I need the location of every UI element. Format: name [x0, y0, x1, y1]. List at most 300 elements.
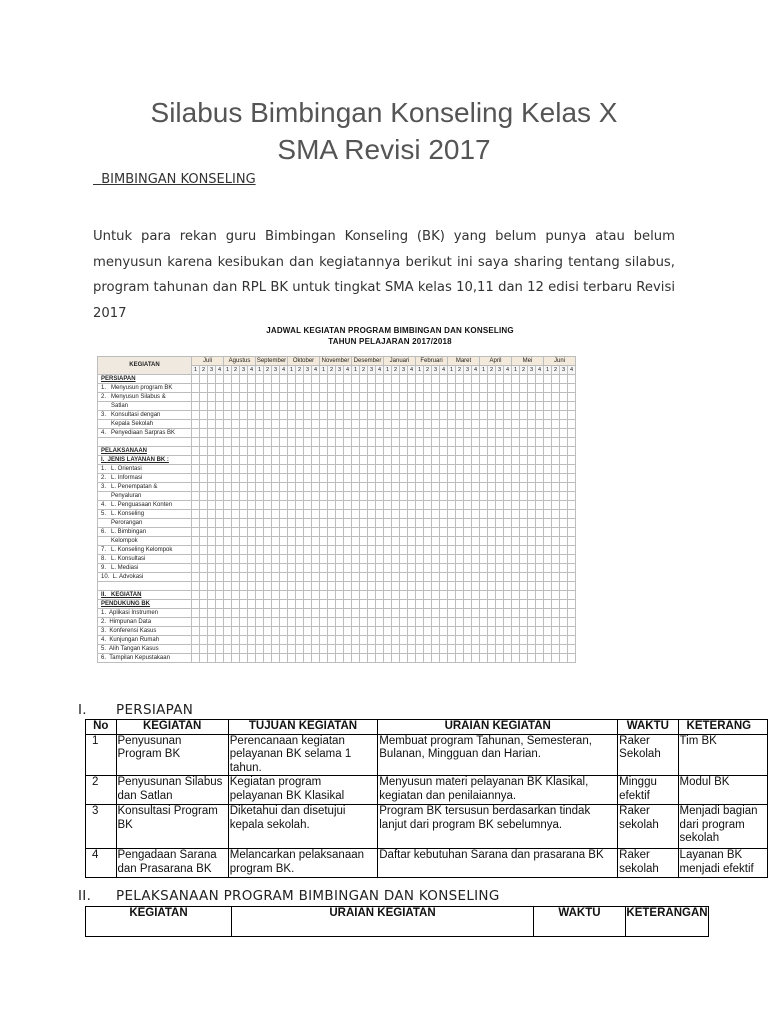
schedule-cell [424, 591, 432, 600]
schedule-row [98, 654, 576, 663]
schedule-cell [224, 537, 232, 546]
schedule-cell [480, 393, 488, 402]
schedule-cell [528, 564, 536, 573]
schedule-cell [392, 528, 400, 537]
schedule-cell [504, 474, 512, 483]
col-header-tujuan: TUJUAN KEGIATAN [228, 720, 378, 735]
schedule-cell [520, 528, 528, 537]
schedule-cell [520, 393, 528, 402]
schedule-table [97, 356, 576, 663]
schedule-cell [296, 546, 304, 555]
schedule-cell [464, 645, 472, 654]
schedule-cell [416, 546, 424, 555]
schedule-cell [288, 393, 296, 402]
schedule-cell [504, 483, 512, 492]
schedule-cell [192, 528, 200, 537]
schedule-cell [272, 420, 280, 429]
schedule-cell [472, 591, 480, 600]
schedule-cell [520, 384, 528, 393]
schedule-cell [504, 627, 512, 636]
schedule-cell [192, 609, 200, 618]
schedule-cell [280, 591, 288, 600]
schedule-cell [296, 645, 304, 654]
schedule-cell [368, 519, 376, 528]
schedule-cell [456, 492, 464, 501]
schedule-cell [456, 609, 464, 618]
schedule-cell [352, 411, 360, 420]
schedule-cell [376, 492, 384, 501]
schedule-cell [464, 375, 472, 384]
schedule-cell [336, 636, 344, 645]
schedule-cell [392, 375, 400, 384]
schedule-cell [392, 438, 400, 447]
schedule-cell [528, 474, 536, 483]
schedule-cell [208, 537, 216, 546]
schedule-cell [304, 636, 312, 645]
schedule-cell [264, 582, 272, 591]
schedule-activity-label: 1. L. Orientasi [98, 465, 192, 474]
schedule-cell [200, 591, 208, 600]
schedule-cell [224, 456, 232, 465]
schedule-cell [440, 420, 448, 429]
schedule-cell [440, 627, 448, 636]
schedule-cell [512, 645, 520, 654]
schedule-cell [512, 384, 520, 393]
schedule-cell [528, 465, 536, 474]
schedule-week-number: 3 [432, 366, 440, 375]
schedule-cell [544, 546, 552, 555]
schedule-cell [416, 591, 424, 600]
schedule-cell [288, 465, 296, 474]
schedule-cell [512, 501, 520, 510]
schedule-cell [360, 573, 368, 582]
schedule-cell [368, 537, 376, 546]
schedule-cell [424, 546, 432, 555]
schedule-cell [384, 537, 392, 546]
schedule-cell [536, 645, 544, 654]
schedule-cell [520, 627, 528, 636]
schedule-cell [520, 564, 528, 573]
schedule-cell [352, 537, 360, 546]
schedule-cell [216, 636, 224, 645]
schedule-cell [472, 564, 480, 573]
schedule-cell [528, 645, 536, 654]
schedule-cell [408, 438, 416, 447]
schedule-cell [480, 609, 488, 618]
schedule-cell [504, 492, 512, 501]
schedule-cell [544, 600, 552, 609]
schedule-cell [432, 375, 440, 384]
schedule-cell [336, 492, 344, 501]
schedule-cell [552, 564, 560, 573]
cell-tujuan: Diketahui dan disetujui kepala sekolah. [228, 805, 378, 849]
schedule-activity-label: Penyaluran [98, 492, 192, 501]
schedule-cell [424, 609, 432, 618]
schedule-cell [408, 465, 416, 474]
schedule-cell [504, 537, 512, 546]
schedule-cell [408, 411, 416, 420]
cell-kegiatan: Pengadaan Sarana dan Prasarana BK [116, 849, 228, 878]
schedule-cell [416, 627, 424, 636]
schedule-cell [288, 573, 296, 582]
schedule-cell [384, 393, 392, 402]
schedule-cell [240, 555, 248, 564]
cell-no: 1 [86, 734, 117, 776]
schedule-cell [208, 465, 216, 474]
schedule-cell [408, 492, 416, 501]
schedule-week-number: 1 [288, 366, 296, 375]
subheading-link[interactable] [93, 172, 256, 187]
schedule-row [98, 411, 576, 420]
schedule-cell [560, 600, 568, 609]
schedule-cell [432, 429, 440, 438]
schedule-cell [264, 474, 272, 483]
schedule-cell [504, 618, 512, 627]
schedule-row [98, 447, 576, 456]
schedule-cell [440, 555, 448, 564]
schedule-cell [192, 600, 200, 609]
schedule-cell [456, 645, 464, 654]
schedule-cell [464, 600, 472, 609]
schedule-cell [480, 564, 488, 573]
schedule-cell [336, 537, 344, 546]
schedule-cell [192, 573, 200, 582]
schedule-cell [280, 654, 288, 663]
schedule-cell [256, 636, 264, 645]
schedule-cell [408, 591, 416, 600]
schedule-cell [520, 654, 528, 663]
schedule-cell [328, 618, 336, 627]
schedule-cell [440, 645, 448, 654]
schedule-activity-label: 6. L. Bimbingan [98, 528, 192, 537]
schedule-cell [328, 564, 336, 573]
schedule-cell [328, 375, 336, 384]
schedule-cell [400, 573, 408, 582]
schedule-cell [192, 645, 200, 654]
schedule-week-number: 1 [320, 366, 328, 375]
schedule-cell [440, 519, 448, 528]
schedule-cell [248, 474, 256, 483]
schedule-cell [488, 582, 496, 591]
schedule-cell [208, 591, 216, 600]
schedule-cell [456, 375, 464, 384]
schedule-cell [504, 600, 512, 609]
schedule-cell [200, 393, 208, 402]
schedule-cell [208, 510, 216, 519]
schedule-cell [536, 402, 544, 411]
schedule-cell [216, 519, 224, 528]
schedule-cell [256, 384, 264, 393]
schedule-row [98, 573, 576, 582]
schedule-cell [304, 618, 312, 627]
schedule-cell [432, 546, 440, 555]
schedule-cell [496, 573, 504, 582]
schedule-cell [448, 537, 456, 546]
schedule-cell [528, 573, 536, 582]
schedule-cell [320, 456, 328, 465]
schedule-cell [256, 519, 264, 528]
schedule-cell [448, 483, 456, 492]
schedule-cell [568, 654, 576, 663]
schedule-cell [400, 591, 408, 600]
schedule-cell [296, 411, 304, 420]
schedule-cell [544, 384, 552, 393]
schedule-cell [520, 420, 528, 429]
schedule-cell [232, 402, 240, 411]
schedule-cell [280, 384, 288, 393]
schedule-cell [248, 411, 256, 420]
schedule-cell [504, 528, 512, 537]
schedule-cell [248, 393, 256, 402]
schedule-cell [568, 636, 576, 645]
schedule-cell [216, 609, 224, 618]
schedule-cell [280, 645, 288, 654]
schedule-cell [408, 519, 416, 528]
schedule-cell [440, 411, 448, 420]
schedule-cell [480, 483, 488, 492]
schedule-cell [440, 402, 448, 411]
schedule-cell [224, 447, 232, 456]
schedule-cell [232, 483, 240, 492]
schedule-cell [416, 528, 424, 537]
schedule-cell [328, 528, 336, 537]
schedule-cell [400, 465, 408, 474]
schedule-cell [472, 465, 480, 474]
schedule-week-number: 2 [232, 366, 240, 375]
schedule-cell [328, 555, 336, 564]
schedule-cell [448, 627, 456, 636]
schedule-cell [224, 654, 232, 663]
schedule-cell [528, 618, 536, 627]
schedule-cell [232, 438, 240, 447]
schedule-cell [488, 654, 496, 663]
schedule-month-header: Oktober [288, 357, 320, 366]
cell-uraian: Program BK tersusun berdasarkan tindak lanjut dari program BK sebelumnya. [378, 805, 618, 849]
schedule-cell [464, 429, 472, 438]
schedule-cell [320, 573, 328, 582]
schedule-cell [528, 420, 536, 429]
schedule-cell [464, 465, 472, 474]
schedule-cell [280, 411, 288, 420]
schedule-cell [280, 483, 288, 492]
schedule-cell [424, 483, 432, 492]
col-header-waktu: WAKTU [618, 720, 678, 735]
schedule-cell [288, 474, 296, 483]
schedule-cell [552, 402, 560, 411]
schedule-cell [488, 600, 496, 609]
schedule-cell [512, 528, 520, 537]
schedule-cell [320, 375, 328, 384]
schedule-cell [280, 510, 288, 519]
schedule-cell [560, 474, 568, 483]
schedule-cell [520, 600, 528, 609]
schedule-cell [504, 645, 512, 654]
schedule-cell [520, 609, 528, 618]
schedule-cell [480, 555, 488, 564]
schedule-cell [384, 510, 392, 519]
schedule-cell [472, 402, 480, 411]
schedule-cell [368, 582, 376, 591]
schedule-cell [544, 474, 552, 483]
schedule-cell [488, 384, 496, 393]
schedule-cell [416, 654, 424, 663]
schedule-cell [480, 402, 488, 411]
schedule-cell [296, 537, 304, 546]
schedule-cell [344, 618, 352, 627]
schedule-cell [432, 564, 440, 573]
schedule-cell [280, 546, 288, 555]
schedule-cell [424, 528, 432, 537]
schedule-cell [352, 600, 360, 609]
schedule-cell [488, 519, 496, 528]
schedule-cell [224, 438, 232, 447]
schedule-cell [408, 429, 416, 438]
schedule-cell [240, 447, 248, 456]
schedule-cell [544, 420, 552, 429]
schedule-cell [472, 528, 480, 537]
schedule-cell [472, 537, 480, 546]
schedule-cell [384, 402, 392, 411]
schedule-cell [424, 465, 432, 474]
schedule-cell [424, 627, 432, 636]
schedule-cell [264, 420, 272, 429]
schedule-cell [416, 492, 424, 501]
schedule-cell [240, 456, 248, 465]
schedule-cell [200, 510, 208, 519]
schedule-cell [368, 420, 376, 429]
schedule-cell [400, 627, 408, 636]
schedule-cell [360, 483, 368, 492]
schedule-cell [528, 528, 536, 537]
schedule-cell [488, 375, 496, 384]
schedule-cell [328, 420, 336, 429]
schedule-week-number: 1 [512, 366, 520, 375]
schedule-cell [416, 447, 424, 456]
schedule-cell [352, 429, 360, 438]
schedule-cell [400, 600, 408, 609]
schedule-cell [256, 582, 264, 591]
schedule-cell [256, 375, 264, 384]
schedule-cell [552, 546, 560, 555]
schedule-cell [232, 510, 240, 519]
schedule-cell [216, 537, 224, 546]
schedule-cell [328, 411, 336, 420]
schedule-cell [208, 609, 216, 618]
schedule-activity-label: 4. Kunjungan Rumah [98, 636, 192, 645]
schedule-cell [392, 645, 400, 654]
schedule-cell [440, 393, 448, 402]
schedule-cell [432, 483, 440, 492]
schedule-cell [568, 546, 576, 555]
schedule-cell [440, 582, 448, 591]
schedule-cell [352, 618, 360, 627]
schedule-cell [264, 402, 272, 411]
schedule-cell [328, 384, 336, 393]
schedule-cell [424, 411, 432, 420]
schedule-cell [200, 555, 208, 564]
document-title [0, 94, 768, 168]
schedule-cell [392, 591, 400, 600]
schedule-cell [264, 501, 272, 510]
schedule-cell [432, 555, 440, 564]
schedule-cell [200, 600, 208, 609]
schedule-cell [344, 438, 352, 447]
schedule-month-header: September [256, 357, 287, 364]
schedule-cell [568, 627, 576, 636]
schedule-cell [344, 402, 352, 411]
schedule-cell [216, 555, 224, 564]
schedule-cell [344, 420, 352, 429]
schedule-cell [512, 573, 520, 582]
schedule-cell [424, 573, 432, 582]
schedule-cell [544, 609, 552, 618]
schedule-cell [240, 519, 248, 528]
schedule-cell [352, 510, 360, 519]
schedule-cell [392, 636, 400, 645]
schedule-cell [200, 447, 208, 456]
schedule-cell [280, 627, 288, 636]
schedule-cell [232, 537, 240, 546]
schedule-cell [240, 375, 248, 384]
schedule-cell [400, 546, 408, 555]
schedule-cell [424, 654, 432, 663]
schedule-cell [392, 429, 400, 438]
schedule-cell [248, 528, 256, 537]
schedule-cell [256, 564, 264, 573]
schedule-cell [432, 573, 440, 582]
schedule-cell [504, 375, 512, 384]
schedule-cell [344, 654, 352, 663]
schedule-cell [232, 555, 240, 564]
schedule-cell [480, 492, 488, 501]
schedule-cell [328, 483, 336, 492]
schedule-cell [304, 393, 312, 402]
schedule-cell [440, 465, 448, 474]
schedule-cell [472, 384, 480, 393]
schedule-cell [392, 537, 400, 546]
schedule-cell [488, 555, 496, 564]
schedule-cell [216, 375, 224, 384]
schedule-cell [496, 555, 504, 564]
schedule-cell [296, 627, 304, 636]
schedule-week-number: 1 [352, 366, 360, 375]
schedule-cell [448, 510, 456, 519]
schedule-cell [440, 528, 448, 537]
schedule-cell [344, 591, 352, 600]
schedule-cell [232, 420, 240, 429]
schedule-activity-label: PENDUKUNG BK [98, 600, 192, 609]
schedule-cell [312, 564, 320, 573]
schedule-cell [288, 411, 296, 420]
schedule-cell [456, 402, 464, 411]
schedule-cell [560, 618, 568, 627]
schedule-cell [384, 492, 392, 501]
schedule-cell [280, 618, 288, 627]
schedule-cell [240, 591, 248, 600]
schedule-cell [344, 465, 352, 474]
schedule-cell [376, 384, 384, 393]
schedule-cell [216, 465, 224, 474]
schedule-cell [552, 456, 560, 465]
schedule-week-number: 1 [384, 366, 392, 375]
schedule-cell [448, 447, 456, 456]
schedule-activity-label: 2. L. Informasi [98, 474, 192, 483]
schedule-cell [376, 474, 384, 483]
schedule-cell [368, 375, 376, 384]
schedule-cell [416, 483, 424, 492]
schedule-cell [312, 591, 320, 600]
schedule-cell [328, 591, 336, 600]
